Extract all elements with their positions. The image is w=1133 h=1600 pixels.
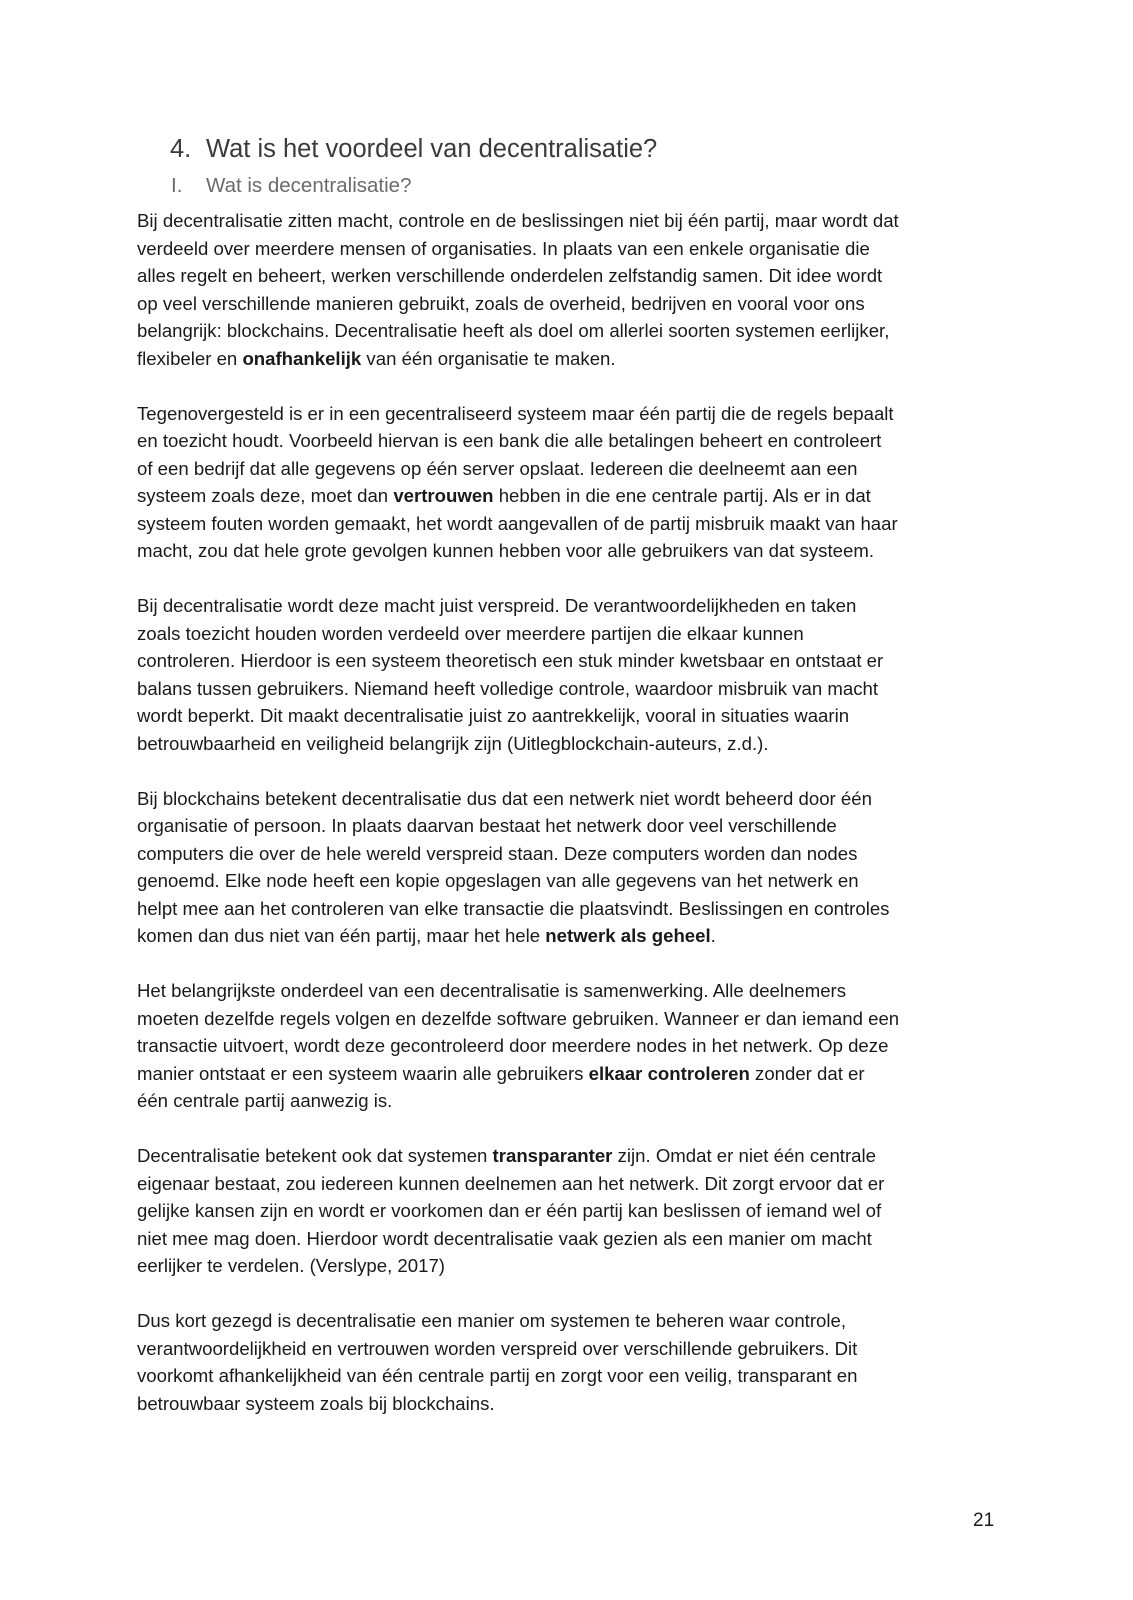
paragraph [137, 592, 1007, 757]
text-run: organisatie of persoon. In plaats daarvan bestaat het netwerk door veel verschillende [137, 815, 837, 836]
page-number: 21 [973, 1510, 995, 1531]
text-line [137, 290, 1007, 318]
text-line [137, 895, 1007, 923]
subsection-heading-number: I. [171, 174, 183, 197]
text-run: hebben in die ene centrale partij. Als er in dat [493, 485, 871, 506]
text-run: komen dan dus niet van één partij, maar het hele [137, 925, 546, 946]
bold-text: transparanter [492, 1145, 613, 1166]
text-run: en toezicht houdt. Voorbeeld hiervan is een bank die alle betalingen beheert en controleert [137, 430, 882, 451]
text-line [137, 427, 1007, 455]
text-line [137, 1005, 1007, 1033]
subsection-heading-title: Wat is decentralisatie? [206, 174, 412, 197]
text-run: systeem zoals deze, moet dan [137, 485, 394, 506]
section-heading-title: Wat is het voordeel van decentralisatie? [206, 135, 658, 163]
text-line [137, 1032, 1007, 1060]
text-line [137, 400, 1007, 428]
text-run: zijn. Omdat er niet één centrale [612, 1145, 876, 1166]
text-line [137, 730, 1007, 758]
bold-text: vertrouwen [393, 485, 494, 506]
text-run: betrouwbaar systeem zoals bij blockchains. [137, 1392, 495, 1414]
text-line [137, 262, 1007, 290]
text-run: controleren. Hierdoor is een systeem theoretisch een stuk minder kwetsbaar en ontstaat er [137, 650, 884, 671]
text-line [137, 647, 1007, 675]
text-line [137, 510, 1007, 538]
text-run: . [710, 925, 716, 946]
text-run: macht, zou dat hele grote gevolgen kunnen hebben voor alle gebruikers van dat systeem. [137, 540, 874, 561]
text-run: helpt mee aan het controleren van elke transactie die plaatsvindt. Beslissingen en controles [137, 897, 890, 919]
text-run: computers die over de hele wereld verspreid staan. Deze computers worden dan nodes [137, 842, 858, 864]
text-run: wordt beperkt. Dit maakt decentralisatie juist zo aantrekkelijk, vooral in situaties waarin [137, 705, 850, 726]
text-run: eigenaar bestaat, zou iedereen kunnen deelnemen aan het netwerk. Dit zorgt ervoor dat er [137, 1172, 885, 1194]
paragraph [137, 785, 1007, 950]
text-run: Bij decentralisatie zitten macht, controle en de beslissingen niet bij één partij, maar wordt dat [137, 210, 899, 231]
body-text [137, 207, 1007, 1445]
text-line [137, 1170, 1007, 1198]
text-run: betrouwbaarheid en veiligheid belangrijk zijn (Uitlegblockchain-auteurs, z.d.). [137, 732, 769, 754]
text-run: Bij blockchains betekent decentralisatie dus dat een netwerk niet wordt beheerd door één [137, 787, 872, 809]
text-run: belangrijk: blockchains. Decentralisatie heeft als doel om allerlei soorten systemen eerlijker, [137, 320, 890, 341]
bold-text: netwerk als geheel [545, 925, 711, 946]
section-heading-number: 4. [170, 135, 192, 163]
section-heading [170, 135, 657, 164]
text-run: manier ontstaat er een systeem waarin alle gebruikers [137, 1062, 589, 1084]
bold-text: onafhankelijk [242, 347, 362, 369]
text-line [137, 345, 1007, 373]
text-line [137, 812, 1007, 840]
text-line [137, 592, 1007, 620]
text-run: verantwoordelijkheid en vertrouwen worden verspreid over verschillende gebruikers. Dit [137, 1337, 858, 1359]
text-run: moeten dezelfde regels volgen en dezelfde software gebruiken. Wanneer er dan iemand een [137, 1007, 900, 1029]
text-run: Bij decentralisatie wordt deze macht juist verspreid. De verantwoordelijkheden en taken [137, 595, 857, 616]
text-run: eerlijker te verdelen. (Verslype, 2017) [137, 1255, 445, 1276]
text-line [137, 482, 1007, 510]
text-run: Decentralisatie betekent ook dat systemen [137, 1145, 493, 1166]
text-line [137, 1307, 1007, 1335]
text-run: zoals toezicht houden worden verdeeld over meerdere partijen die elkaar kunnen [137, 622, 804, 644]
text-run: verdeeld over meerdere mensen of organisaties. In plaats van een enkele organisatie die [137, 237, 870, 259]
bold-text: elkaar controleren [588, 1062, 750, 1084]
text-line [137, 1362, 1007, 1390]
text-line [137, 1142, 1007, 1170]
text-line [137, 1335, 1007, 1363]
text-line [137, 977, 1007, 1005]
text-run: flexibeler en [137, 347, 243, 369]
text-line [137, 620, 1007, 648]
text-line [137, 537, 1007, 565]
text-run: één centrale partij aanwezig is. [137, 1090, 393, 1111]
text-line [137, 1060, 1007, 1088]
subsection-heading [171, 174, 411, 198]
text-run: op veel verschillende manieren gebruikt, zoals de overheid, bedrijven en vooral voor ons [137, 292, 865, 314]
text-run: systeem fouten worden gemaakt, het wordt aangevallen of de partij misbruik maakt van haar [137, 512, 898, 534]
text-run: alles regelt en beheert, werken verschillende onderdelen zelfstandig samen. Dit idee wordt [137, 265, 883, 286]
text-line [137, 867, 1007, 895]
text-run: Tegenovergesteld is er in een gecentraliseerd systeem maar één partij die de regels bepaalt [137, 402, 894, 424]
text-run: genoemd. Elke node heeft een kopie opgeslagen van alle gegevens van het netwerk en [137, 870, 859, 891]
paragraph [137, 400, 1007, 565]
text-line [137, 840, 1007, 868]
text-run: Het belangrijkste onderdeel van een decentralisatie is samenwerking. Alle deelnemers [137, 980, 847, 1001]
paragraph [137, 207, 1007, 372]
text-run: of een bedrijf dat alle gegevens op één server opslaat. Iedereen die deelneemt aan een [137, 457, 858, 479]
text-line [137, 235, 1007, 263]
text-run: gelijke kansen zijn en wordt er voorkomen dan er één partij kan beslissen of iemand wel of [137, 1200, 882, 1221]
paragraph [137, 1142, 1007, 1280]
text-line [137, 1390, 1007, 1418]
text-line [137, 455, 1007, 483]
paragraph [137, 977, 1007, 1115]
text-line [137, 317, 1007, 345]
text-run: zonder dat er [749, 1062, 865, 1084]
text-line [137, 1252, 1007, 1280]
text-line [137, 207, 1007, 235]
text-line [137, 1225, 1007, 1253]
text-run: balans tussen gebruikers. Niemand heeft volledige controle, waardoor misbruik van macht [137, 677, 879, 699]
text-run: van één organisatie te maken. [361, 347, 616, 369]
text-line [137, 675, 1007, 703]
paragraph [137, 1307, 1007, 1417]
text-run: transactie uitvoert, wordt deze gecontroleerd door meerdere nodes in het netwerk. Op deze [137, 1035, 889, 1056]
text-run: voorkomt afhankelijkheid van één centrale partij en zorgt voor een veilig, transparant en [137, 1365, 858, 1386]
text-run: niet mee mag doen. Hierdoor wordt decentralisatie vaak gezien als een manier om macht [137, 1227, 872, 1249]
text-line [137, 1087, 1007, 1115]
text-run: Dus kort gezegd is decentralisatie een manier om systemen te beheren waar controle, [137, 1310, 846, 1331]
text-line [137, 922, 1007, 950]
text-line [137, 785, 1007, 813]
text-line [137, 702, 1007, 730]
text-line [137, 1197, 1007, 1225]
